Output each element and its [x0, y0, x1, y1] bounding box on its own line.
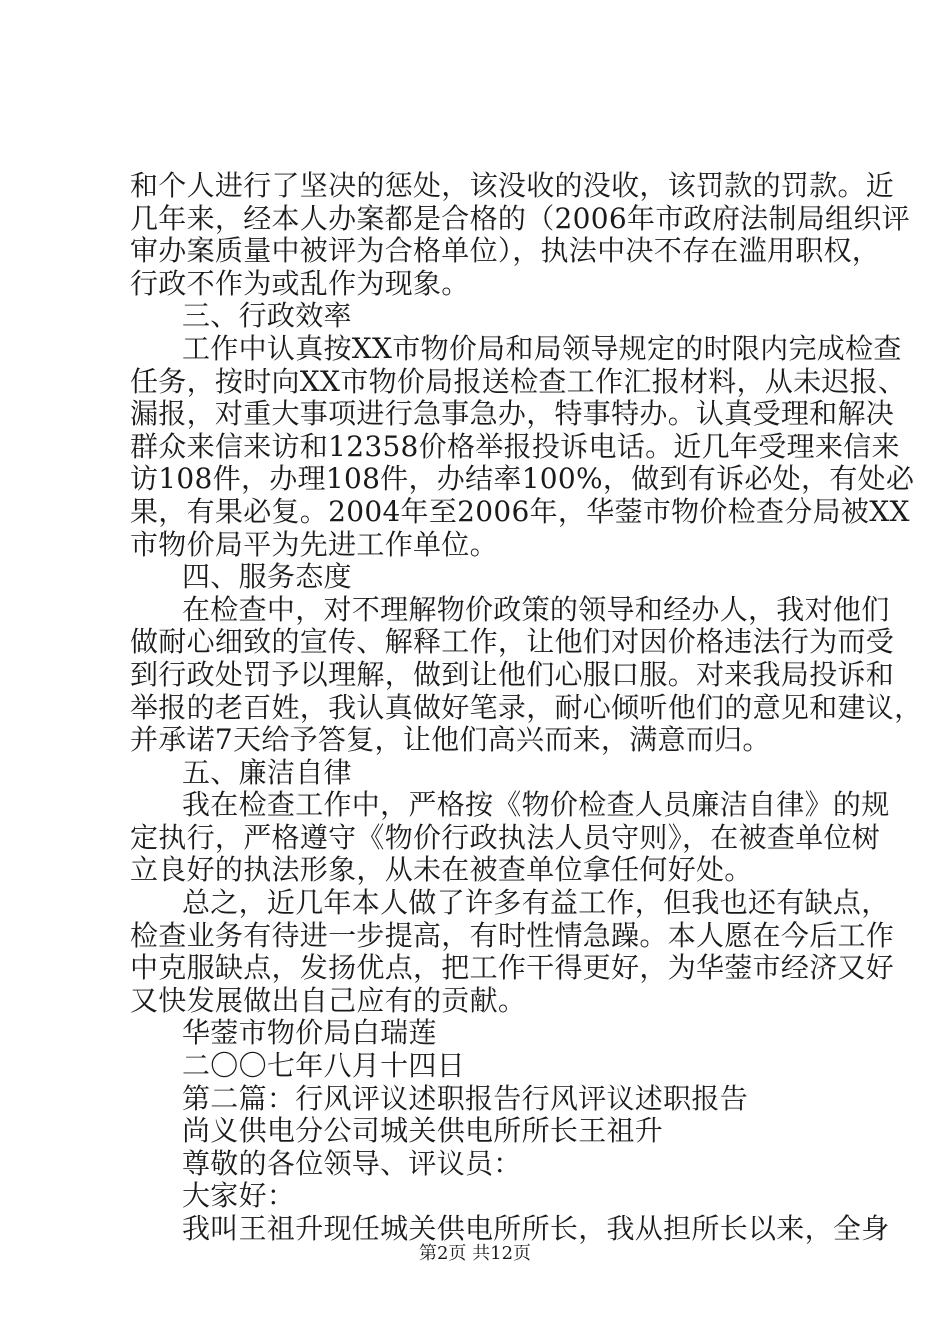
paragraph-line: 和个人进行了坚决的惩处，该没收的没收，该罚款的罚款。近: [130, 169, 895, 202]
paragraph-line: 并承诺7天给予答复，让他们高兴而来，满意而归。: [130, 723, 771, 757]
paragraph-line: 中克服缺点，发扬优点，把工作干得更好，为华蓥市经济又好: [130, 951, 895, 985]
paragraph-line: 几年来，经本人办案都是合格的（2006年市政府法制局组织评: [130, 201, 910, 235]
paragraph-line: 定执行，严格遵守《物价行政执法人员守则》，在被查单位树: [130, 820, 881, 854]
greeting-line: 大家好：: [182, 1179, 296, 1213]
signature-line: 华蓥市物价局白瑞莲: [182, 1016, 437, 1050]
paragraph-line: 果，有果必复。2004年至2006年，华蓥市物价检查分局被XX: [130, 494, 910, 528]
salutation-line: 尊敬的各位领导、评议员：: [182, 1146, 522, 1180]
paragraph-line: 市物价局平为先进工作单位。: [130, 527, 498, 561]
paragraph-line: 行政不作为或乱作为现象。: [130, 266, 470, 300]
paragraph-line: 我叫王祖升现任城关供电所所长，我从担所长以来，全身: [182, 1212, 890, 1245]
paragraph-line: 在检查中，对不理解物价政策的领导和经办人，我对他们: [182, 592, 890, 626]
section-heading: 四、服务态度: [182, 560, 352, 594]
chapter-title: 第二篇：行风评议述职报告行风评议述职报告: [182, 1081, 749, 1115]
paragraph-line: 任务，按时向XX市物价局报送检查工作汇报材料，从未迟报、: [130, 364, 907, 398]
paragraph-line: 做耐心细致的宣传、解释工作，让他们对因价格违法行为而受: [130, 625, 895, 659]
paragraph-line: 到行政处罚予以理解，做到让他们心服口服。对来我局投诉和: [130, 657, 895, 691]
paragraph-line: 总之，近几年本人做了许多有益工作，但我也还有缺点，: [182, 886, 890, 920]
paragraph-line: 检查业务有待进一步提高，有时性情急躁。本人愿在今后工作: [130, 918, 895, 952]
paragraph-line: 工作中认真按XX市物价局和局领导规定的时限内完成检查: [182, 331, 902, 365]
paragraph-line: 又快发展做出自己应有的贡献。: [130, 983, 527, 1017]
date-line: 二〇〇七年八月十四日: [182, 1049, 466, 1083]
paragraph-line: 审办案质量中被评为合格单位），执法中决不存在滥用职权，: [130, 234, 881, 268]
paragraph-line: 立良好的执法形象，从未在被查单位拿任何好处。: [130, 853, 753, 887]
document-body: [130, 169, 923, 1246]
paragraph-line: 群众来信来访和12358价格举报投诉电话。近几年受理来信来: [130, 429, 900, 463]
section-heading: 三、行政效率: [182, 299, 352, 333]
page-number: 第2页 共12页: [418, 1243, 532, 1264]
paragraph-line: 我在检查工作中，严格按《物价检查人员廉洁自律》的规: [182, 788, 890, 822]
section-heading: 五、廉洁自律: [182, 755, 352, 789]
page-footer: [0, 1243, 950, 1265]
paragraph-line: 访108件，办理108件，办结率100%，做到有诉必处，有处必: [130, 462, 915, 496]
paragraph-line: 举报的老百姓，我认真做好笔录，耐心倾听他们的意见和建议，: [130, 690, 923, 724]
paragraph-line: 漏报，对重大事项进行急事急办，特事特办。认真受理和解决: [130, 397, 895, 431]
author-line: 尚义供电分公司城关供电所所长王祖升: [182, 1114, 664, 1148]
